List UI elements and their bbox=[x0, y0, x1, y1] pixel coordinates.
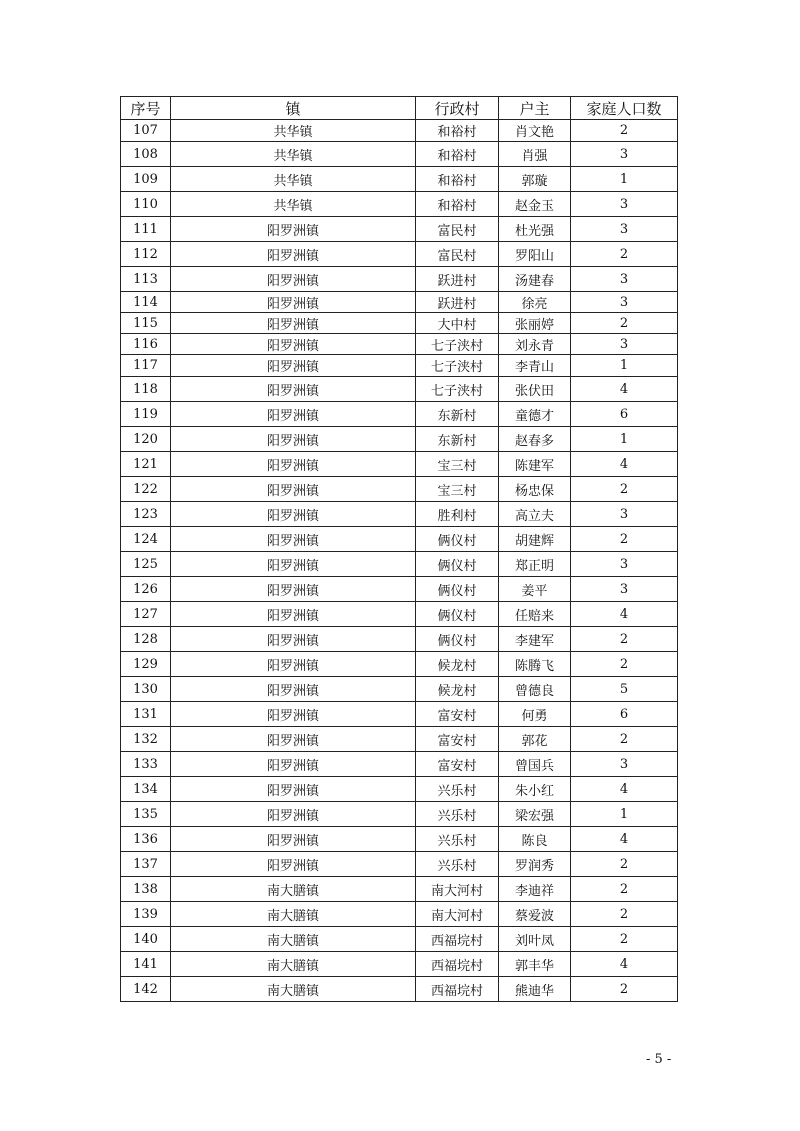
cell-town: 阳罗洲镇 bbox=[171, 355, 416, 377]
table-row bbox=[121, 502, 678, 527]
cell-village: 和裕村 bbox=[416, 167, 499, 192]
header-serial-number: 序号 bbox=[121, 97, 171, 120]
cell-village: 俩仪村 bbox=[416, 527, 499, 552]
cell-village: 和裕村 bbox=[416, 192, 499, 217]
cell-serial-number: 137 bbox=[121, 852, 171, 877]
cell-household-head: 陈腾飞 bbox=[499, 652, 571, 677]
cell-serial-number: 118 bbox=[121, 377, 171, 402]
cell-village: 西福垸村 bbox=[416, 952, 499, 977]
table-row bbox=[121, 242, 678, 267]
cell-serial-number: 121 bbox=[121, 452, 171, 477]
table-row bbox=[121, 877, 678, 902]
cell-serial-number: 119 bbox=[121, 402, 171, 427]
cell-serial-number: 132 bbox=[121, 727, 171, 752]
cell-household-head: 任赔来 bbox=[499, 602, 571, 627]
cell-family-size: 2 bbox=[571, 977, 678, 1002]
table-row bbox=[121, 427, 678, 452]
cell-family-size: 1 bbox=[571, 427, 678, 452]
cell-town: 阳罗洲镇 bbox=[171, 527, 416, 552]
cell-serial-number: 142 bbox=[121, 977, 171, 1002]
header-town: 镇 bbox=[171, 97, 416, 120]
cell-serial-number: 129 bbox=[121, 652, 171, 677]
cell-town: 阳罗洲镇 bbox=[171, 217, 416, 242]
cell-town: 阳罗洲镇 bbox=[171, 827, 416, 852]
table-row bbox=[121, 217, 678, 242]
cell-serial-number: 109 bbox=[121, 167, 171, 192]
cell-family-size: 2 bbox=[571, 902, 678, 927]
cell-serial-number: 124 bbox=[121, 527, 171, 552]
cell-serial-number: 108 bbox=[121, 142, 171, 167]
cell-town: 阳罗洲镇 bbox=[171, 427, 416, 452]
table-row bbox=[121, 452, 678, 477]
cell-town: 共华镇 bbox=[171, 192, 416, 217]
cell-town: 共华镇 bbox=[171, 142, 416, 167]
table-body bbox=[121, 120, 678, 1002]
cell-family-size: 5 bbox=[571, 677, 678, 702]
cell-family-size: 3 bbox=[571, 552, 678, 577]
cell-serial-number: 127 bbox=[121, 602, 171, 627]
cell-family-size: 3 bbox=[571, 217, 678, 242]
cell-family-size: 4 bbox=[571, 777, 678, 802]
cell-town: 阳罗洲镇 bbox=[171, 292, 416, 313]
cell-town: 阳罗洲镇 bbox=[171, 602, 416, 627]
cell-serial-number: 122 bbox=[121, 477, 171, 502]
cell-household-head: 蔡爱波 bbox=[499, 902, 571, 927]
table-row bbox=[121, 652, 678, 677]
cell-village: 七子浃村 bbox=[416, 334, 499, 355]
cell-family-size: 2 bbox=[571, 652, 678, 677]
cell-family-size: 2 bbox=[571, 852, 678, 877]
cell-town: 阳罗洲镇 bbox=[171, 627, 416, 652]
cell-village: 富安村 bbox=[416, 752, 499, 777]
cell-household-head: 赵金玉 bbox=[499, 192, 571, 217]
table-row bbox=[121, 355, 678, 377]
cell-household-head: 张伏田 bbox=[499, 377, 571, 402]
cell-family-size: 4 bbox=[571, 377, 678, 402]
cell-household-head: 李青山 bbox=[499, 355, 571, 377]
cell-household-head: 梁宏强 bbox=[499, 802, 571, 827]
cell-family-size: 1 bbox=[571, 355, 678, 377]
cell-town: 共华镇 bbox=[171, 167, 416, 192]
cell-serial-number: 141 bbox=[121, 952, 171, 977]
cell-serial-number: 117 bbox=[121, 355, 171, 377]
cell-household-head: 熊迪华 bbox=[499, 977, 571, 1002]
table-row bbox=[121, 752, 678, 777]
cell-town: 南大膳镇 bbox=[171, 927, 416, 952]
cell-household-head: 郭丰华 bbox=[499, 952, 571, 977]
cell-family-size: 2 bbox=[571, 120, 678, 142]
cell-village: 俩仪村 bbox=[416, 577, 499, 602]
table-row bbox=[121, 142, 678, 167]
household-table bbox=[120, 96, 678, 1002]
table-row bbox=[121, 927, 678, 952]
cell-town: 阳罗洲镇 bbox=[171, 402, 416, 427]
cell-village: 富民村 bbox=[416, 217, 499, 242]
cell-family-size: 4 bbox=[571, 452, 678, 477]
cell-village: 富民村 bbox=[416, 242, 499, 267]
cell-town: 南大膳镇 bbox=[171, 877, 416, 902]
table-row bbox=[121, 527, 678, 552]
cell-village: 兴乐村 bbox=[416, 802, 499, 827]
table-row bbox=[121, 313, 678, 334]
table-row bbox=[121, 727, 678, 752]
table-row bbox=[121, 627, 678, 652]
cell-serial-number: 139 bbox=[121, 902, 171, 927]
table-row bbox=[121, 602, 678, 627]
cell-household-head: 罗润秀 bbox=[499, 852, 571, 877]
cell-town: 阳罗洲镇 bbox=[171, 452, 416, 477]
cell-village: 西福垸村 bbox=[416, 977, 499, 1002]
cell-town: 阳罗洲镇 bbox=[171, 267, 416, 292]
cell-village: 西福垸村 bbox=[416, 927, 499, 952]
cell-town: 阳罗洲镇 bbox=[171, 652, 416, 677]
cell-town: 阳罗洲镇 bbox=[171, 242, 416, 267]
cell-town: 南大膳镇 bbox=[171, 952, 416, 977]
cell-family-size: 3 bbox=[571, 192, 678, 217]
cell-serial-number: 128 bbox=[121, 627, 171, 652]
cell-town: 阳罗洲镇 bbox=[171, 727, 416, 752]
table-row bbox=[121, 120, 678, 142]
cell-family-size: 3 bbox=[571, 577, 678, 602]
cell-family-size: 4 bbox=[571, 827, 678, 852]
cell-household-head: 李迪祥 bbox=[499, 877, 571, 902]
cell-village: 俩仪村 bbox=[416, 552, 499, 577]
cell-household-head: 朱小红 bbox=[499, 777, 571, 802]
table-row bbox=[121, 577, 678, 602]
cell-family-size: 2 bbox=[571, 242, 678, 267]
table-row bbox=[121, 977, 678, 1002]
cell-serial-number: 112 bbox=[121, 242, 171, 267]
cell-village: 宝三村 bbox=[416, 452, 499, 477]
cell-family-size: 3 bbox=[571, 752, 678, 777]
cell-village: 跃进村 bbox=[416, 292, 499, 313]
cell-family-size: 6 bbox=[571, 402, 678, 427]
cell-family-size: 2 bbox=[571, 313, 678, 334]
header-household-head: 户主 bbox=[499, 97, 571, 120]
table-row bbox=[121, 192, 678, 217]
table-row bbox=[121, 852, 678, 877]
cell-family-size: 2 bbox=[571, 627, 678, 652]
cell-village: 俩仪村 bbox=[416, 602, 499, 627]
cell-family-size: 4 bbox=[571, 602, 678, 627]
cell-household-head: 汤建春 bbox=[499, 267, 571, 292]
cell-serial-number: 107 bbox=[121, 120, 171, 142]
cell-town: 南大膳镇 bbox=[171, 902, 416, 927]
cell-village: 和裕村 bbox=[416, 120, 499, 142]
cell-family-size: 2 bbox=[571, 877, 678, 902]
cell-village: 七子浃村 bbox=[416, 377, 499, 402]
cell-village: 东新村 bbox=[416, 427, 499, 452]
cell-village: 东新村 bbox=[416, 402, 499, 427]
table-row bbox=[121, 552, 678, 577]
cell-town: 南大膳镇 bbox=[171, 977, 416, 1002]
table-row bbox=[121, 267, 678, 292]
cell-village: 兴乐村 bbox=[416, 852, 499, 877]
cell-serial-number: 136 bbox=[121, 827, 171, 852]
table-row bbox=[121, 334, 678, 355]
table-row bbox=[121, 827, 678, 852]
cell-household-head: 姜平 bbox=[499, 577, 571, 602]
table-row bbox=[121, 167, 678, 192]
cell-serial-number: 138 bbox=[121, 877, 171, 902]
cell-household-head: 何勇 bbox=[499, 702, 571, 727]
table-row bbox=[121, 477, 678, 502]
cell-household-head: 陈良 bbox=[499, 827, 571, 852]
cell-village: 大中村 bbox=[416, 313, 499, 334]
cell-household-head: 郭璇 bbox=[499, 167, 571, 192]
cell-town: 阳罗洲镇 bbox=[171, 377, 416, 402]
table-row bbox=[121, 777, 678, 802]
cell-family-size: 2 bbox=[571, 477, 678, 502]
cell-family-size: 3 bbox=[571, 502, 678, 527]
cell-town: 阳罗洲镇 bbox=[171, 777, 416, 802]
cell-serial-number: 133 bbox=[121, 752, 171, 777]
cell-family-size: 4 bbox=[571, 952, 678, 977]
cell-serial-number: 114 bbox=[121, 292, 171, 313]
header-family-size: 家庭人口数 bbox=[571, 97, 678, 120]
cell-village: 跃进村 bbox=[416, 267, 499, 292]
table-row bbox=[121, 702, 678, 727]
cell-family-size: 2 bbox=[571, 527, 678, 552]
cell-household-head: 刘永青 bbox=[499, 334, 571, 355]
cell-serial-number: 120 bbox=[121, 427, 171, 452]
cell-household-head: 罗阳山 bbox=[499, 242, 571, 267]
table-row bbox=[121, 802, 678, 827]
cell-family-size: 3 bbox=[571, 334, 678, 355]
table-row bbox=[121, 377, 678, 402]
cell-household-head: 郑正明 bbox=[499, 552, 571, 577]
cell-serial-number: 131 bbox=[121, 702, 171, 727]
cell-household-head: 曾德良 bbox=[499, 677, 571, 702]
cell-village: 富安村 bbox=[416, 727, 499, 752]
cell-village: 南大河村 bbox=[416, 902, 499, 927]
cell-family-size: 3 bbox=[571, 267, 678, 292]
cell-serial-number: 111 bbox=[121, 217, 171, 242]
cell-village: 俩仪村 bbox=[416, 627, 499, 652]
cell-village: 和裕村 bbox=[416, 142, 499, 167]
cell-village: 候龙村 bbox=[416, 677, 499, 702]
cell-town: 阳罗洲镇 bbox=[171, 334, 416, 355]
cell-village: 宝三村 bbox=[416, 477, 499, 502]
cell-household-head: 肖文艳 bbox=[499, 120, 571, 142]
cell-household-head: 刘叶凤 bbox=[499, 927, 571, 952]
cell-serial-number: 134 bbox=[121, 777, 171, 802]
table-row bbox=[121, 952, 678, 977]
cell-serial-number: 115 bbox=[121, 313, 171, 334]
cell-serial-number: 113 bbox=[121, 267, 171, 292]
cell-village: 胜利村 bbox=[416, 502, 499, 527]
cell-family-size: 3 bbox=[571, 292, 678, 313]
cell-town: 阳罗洲镇 bbox=[171, 313, 416, 334]
cell-household-head: 曾国兵 bbox=[499, 752, 571, 777]
cell-household-head: 杜光强 bbox=[499, 217, 571, 242]
table-row bbox=[121, 902, 678, 927]
cell-village: 南大河村 bbox=[416, 877, 499, 902]
cell-household-head: 胡建辉 bbox=[499, 527, 571, 552]
cell-village: 七子浃村 bbox=[416, 355, 499, 377]
cell-town: 阳罗洲镇 bbox=[171, 752, 416, 777]
cell-family-size: 6 bbox=[571, 702, 678, 727]
cell-village: 兴乐村 bbox=[416, 827, 499, 852]
cell-household-head: 陈建军 bbox=[499, 452, 571, 477]
cell-village: 候龙村 bbox=[416, 652, 499, 677]
cell-serial-number: 110 bbox=[121, 192, 171, 217]
cell-household-head: 杨忠保 bbox=[499, 477, 571, 502]
cell-town: 共华镇 bbox=[171, 120, 416, 142]
cell-serial-number: 123 bbox=[121, 502, 171, 527]
page-number: - 5 - bbox=[646, 1052, 672, 1067]
cell-family-size: 3 bbox=[571, 142, 678, 167]
cell-serial-number: 116 bbox=[121, 334, 171, 355]
cell-family-size: 2 bbox=[571, 727, 678, 752]
header-village: 行政村 bbox=[416, 97, 499, 120]
cell-household-head: 赵春多 bbox=[499, 427, 571, 452]
table-row bbox=[121, 292, 678, 313]
cell-family-size: 2 bbox=[571, 927, 678, 952]
table-header-row bbox=[121, 97, 678, 120]
cell-village: 富安村 bbox=[416, 702, 499, 727]
cell-serial-number: 125 bbox=[121, 552, 171, 577]
cell-serial-number: 126 bbox=[121, 577, 171, 602]
cell-town: 阳罗洲镇 bbox=[171, 702, 416, 727]
cell-town: 阳罗洲镇 bbox=[171, 477, 416, 502]
cell-town: 阳罗洲镇 bbox=[171, 852, 416, 877]
cell-serial-number: 135 bbox=[121, 802, 171, 827]
table-row bbox=[121, 402, 678, 427]
cell-town: 阳罗洲镇 bbox=[171, 552, 416, 577]
cell-household-head: 童德才 bbox=[499, 402, 571, 427]
cell-household-head: 李建军 bbox=[499, 627, 571, 652]
cell-serial-number: 130 bbox=[121, 677, 171, 702]
cell-family-size: 1 bbox=[571, 167, 678, 192]
cell-family-size: 1 bbox=[571, 802, 678, 827]
cell-town: 阳罗洲镇 bbox=[171, 802, 416, 827]
cell-household-head: 肖强 bbox=[499, 142, 571, 167]
cell-town: 阳罗洲镇 bbox=[171, 502, 416, 527]
cell-town: 阳罗洲镇 bbox=[171, 677, 416, 702]
cell-household-head: 郭花 bbox=[499, 727, 571, 752]
cell-village: 兴乐村 bbox=[416, 777, 499, 802]
cell-town: 阳罗洲镇 bbox=[171, 577, 416, 602]
cell-serial-number: 140 bbox=[121, 927, 171, 952]
cell-household-head: 徐亮 bbox=[499, 292, 571, 313]
cell-household-head: 张丽婷 bbox=[499, 313, 571, 334]
table-row bbox=[121, 677, 678, 702]
cell-household-head: 高立夫 bbox=[499, 502, 571, 527]
